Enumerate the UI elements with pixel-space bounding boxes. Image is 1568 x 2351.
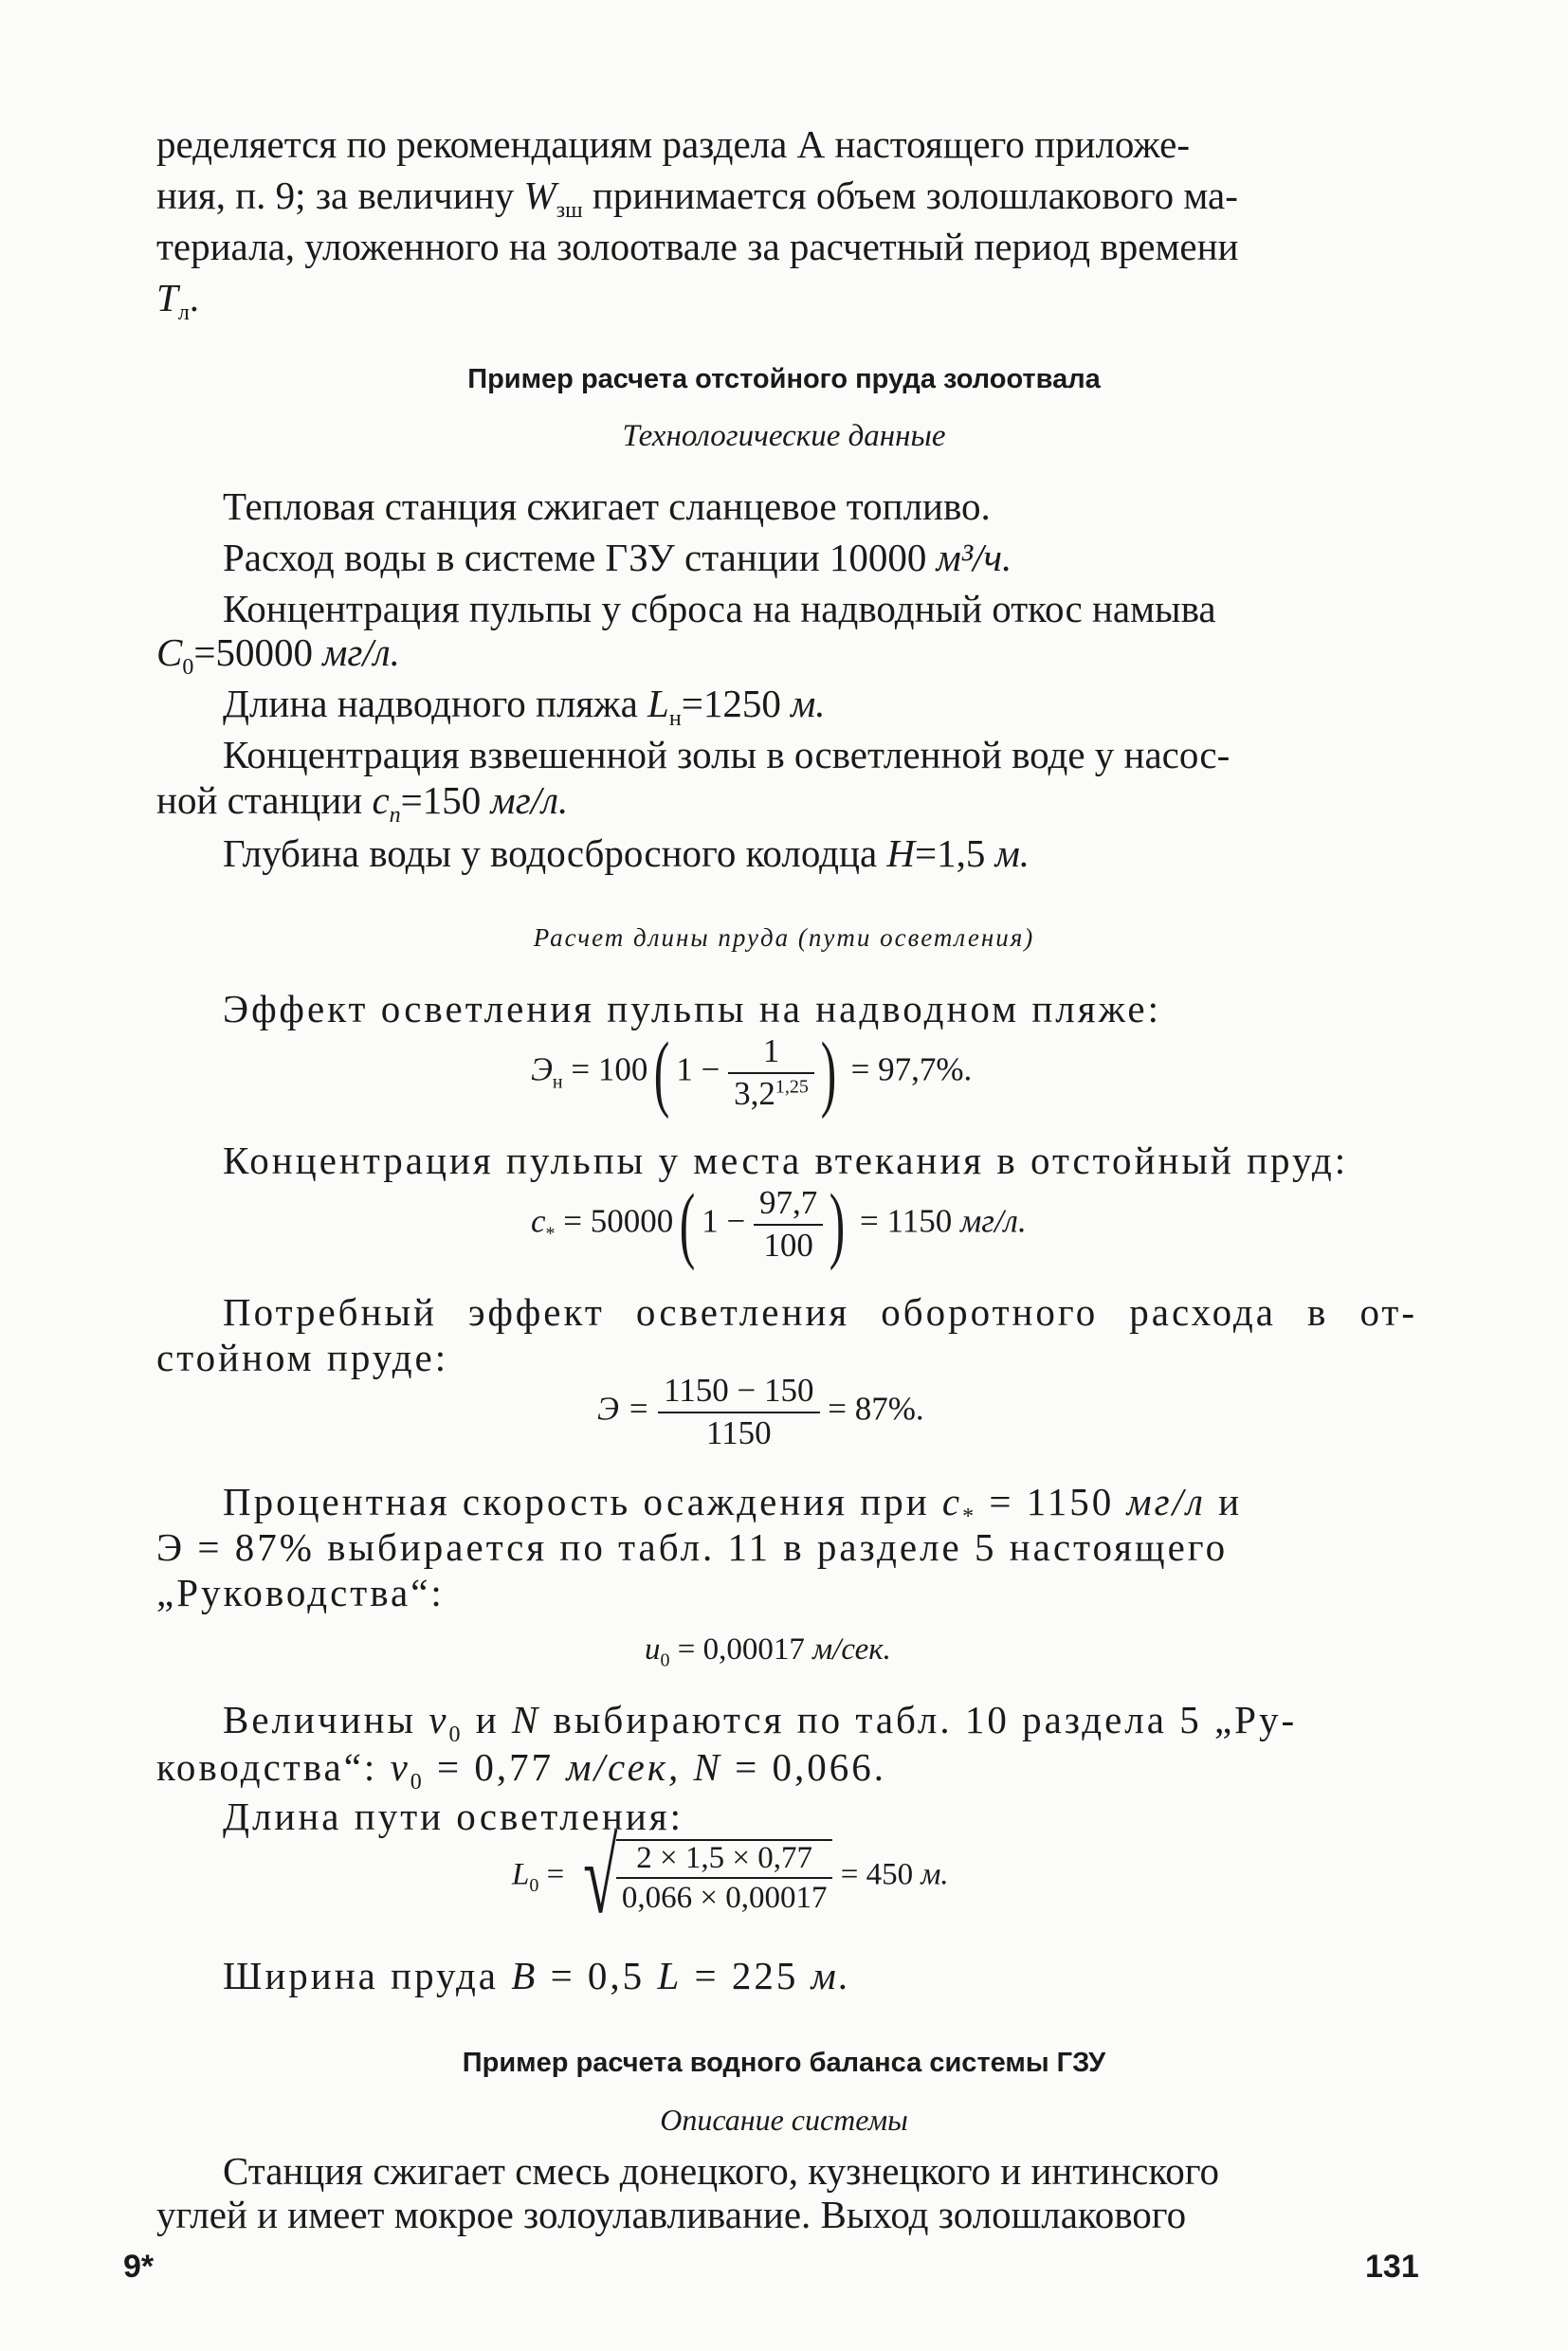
right-paren-icon: ) xyxy=(830,1176,846,1271)
section-subtitle: Описание системы xyxy=(660,2103,908,2137)
eq-text: = 87%. xyxy=(819,1390,924,1428)
var-t: T xyxy=(156,276,178,319)
text: Процентная скорость осаждения при xyxy=(223,1480,942,1523)
eq-text: = 100 xyxy=(562,1050,648,1088)
left-paren-icon: ( xyxy=(680,1176,696,1271)
fraction xyxy=(754,1185,823,1264)
eq-text: 1 − xyxy=(702,1202,746,1240)
var: C xyxy=(156,630,183,674)
sub: * xyxy=(962,1504,977,1530)
text: ководства“: xyxy=(156,1745,391,1789)
eq-text: = 97,7%. xyxy=(842,1050,973,1088)
data-line xyxy=(156,629,400,681)
text: = 0,77 xyxy=(424,1745,567,1789)
sub: 0 xyxy=(410,1770,425,1795)
fraction xyxy=(616,1841,833,1916)
var: v xyxy=(428,1698,449,1741)
eq-text: = 450 xyxy=(832,1857,921,1892)
text: = 0,5 xyxy=(538,1954,658,1997)
text: Концентрация пульпы у места втекания в отстойный пруд: xyxy=(223,1139,1349,1182)
data-line xyxy=(156,777,568,829)
text: Величины xyxy=(223,1698,429,1741)
numerator: 2 × 1,5 × 0,77 xyxy=(616,1841,833,1879)
eq-sub: 0 xyxy=(660,1649,670,1671)
paragraph-line xyxy=(156,121,1417,167)
text: = 225 xyxy=(682,1954,811,1997)
text: Глубина воды у водосбросного колодца xyxy=(223,831,887,875)
text: Длина надводного пляжа xyxy=(223,682,648,725)
text-line xyxy=(156,1335,448,1380)
text: стойном пруде: xyxy=(156,1336,449,1379)
text-line xyxy=(156,1524,1228,1570)
text: Длина пути осветления: xyxy=(223,1795,684,1838)
paragraph-line xyxy=(156,224,1238,269)
text-line xyxy=(223,1697,1297,1748)
unit: м. xyxy=(994,831,1030,875)
sub: зш xyxy=(556,198,583,224)
text: =1250 xyxy=(681,682,792,725)
text: Ширина пруда xyxy=(223,1954,512,1997)
sub: 0 xyxy=(182,655,194,681)
equation-1 xyxy=(531,1025,973,1120)
denominator: 100 xyxy=(763,1226,813,1264)
section-subtitle: Технологические данные xyxy=(622,419,946,453)
sqrt-icon: √ xyxy=(583,1819,618,1935)
text-line xyxy=(223,1479,1417,1530)
data-line xyxy=(223,732,1230,777)
text: Станция сжигает смесь донецкого, кузнецкого и интинского xyxy=(223,2149,1219,2193)
eq-lhs: c xyxy=(531,1202,546,1240)
var: N xyxy=(681,1745,722,1789)
text: принимается объем золошлакового ма- xyxy=(582,173,1238,217)
left-paren-icon: ( xyxy=(654,1025,670,1120)
unit: м/сек, xyxy=(566,1745,682,1789)
den-base: 3,2 xyxy=(734,1074,775,1112)
denominator xyxy=(728,1074,814,1113)
text: Тепловая станция сжигает сланцевое топливо. xyxy=(223,484,991,528)
unit: м³/ч. xyxy=(936,536,1012,579)
denominator: 1150 xyxy=(705,1413,772,1451)
var: c xyxy=(372,778,390,822)
equation-3 xyxy=(597,1373,924,1451)
right-paren-icon: ) xyxy=(820,1025,837,1120)
den-exp: 1,25 xyxy=(775,1075,809,1097)
text: Э = 87% выбирается по табл. 11 в разделе 5 настоящего xyxy=(156,1525,1229,1569)
text: Концентрация пульпы у сброса на надводный откос намыва xyxy=(223,587,1216,630)
text-line xyxy=(223,1953,851,1998)
data-line xyxy=(223,586,1216,631)
paragraph-line xyxy=(156,275,199,326)
sub: 0 xyxy=(448,1722,464,1748)
eq-unit: м. xyxy=(921,1857,949,1892)
eq-unit: мг/л. xyxy=(959,1202,1027,1240)
var: H xyxy=(886,831,916,875)
unit: м. xyxy=(811,1954,852,1997)
section-title: Пример расчета водного баланса системы ГЗУ xyxy=(462,2048,1106,2078)
text-line xyxy=(223,986,1161,1031)
text: ной станции xyxy=(156,778,373,822)
numerator: 1150 − 150 xyxy=(658,1373,819,1413)
eq-text: = 0,00017 xyxy=(669,1632,813,1667)
var-w: W xyxy=(523,173,556,217)
eq-unit: м/сек. xyxy=(812,1632,891,1667)
text: и xyxy=(1205,1480,1243,1523)
text-line xyxy=(223,2148,1219,2194)
text: ния, п. 9; за величину xyxy=(156,173,524,217)
text: Концентрация взвешенной золы в осветленной воде у насос- xyxy=(223,733,1231,776)
text-line xyxy=(156,1744,886,1795)
unit: мг/л xyxy=(1126,1480,1206,1523)
data-line xyxy=(223,830,1030,876)
sub: н xyxy=(668,706,682,732)
numerator: 1 xyxy=(728,1033,814,1074)
var: c xyxy=(941,1480,963,1523)
equation-4 xyxy=(645,1632,891,1672)
signature-mark: 9* xyxy=(123,2249,155,2285)
unit: м. xyxy=(791,682,826,725)
eq-sub: 0 xyxy=(529,1875,539,1897)
var: L xyxy=(657,1954,683,1997)
equation-5 xyxy=(512,1819,949,1935)
text: углей и имеет мокрое золоулавливание. Выход золошлакового xyxy=(156,2193,1187,2236)
fraction xyxy=(728,1033,814,1112)
eq-sub: * xyxy=(545,1223,556,1245)
unit: мг/л. xyxy=(490,778,569,822)
sub: л xyxy=(177,301,190,326)
text: =1,5 xyxy=(915,831,995,875)
sub: n xyxy=(389,803,401,829)
var: v xyxy=(390,1745,410,1789)
text: териала, уложенного на золоотвале за расчетный период времени xyxy=(156,225,1239,268)
data-line xyxy=(223,483,991,529)
var: B xyxy=(511,1954,538,1997)
text-line xyxy=(223,1289,1417,1335)
text: Потребный эффект осветления оборотного расхода в от- xyxy=(223,1290,1417,1334)
section-subtitle: Расчет длины пруда (пути осветления) xyxy=(533,923,1035,952)
eq-text: = xyxy=(538,1857,573,1892)
text: „Руководства“: xyxy=(156,1571,445,1614)
text: ределяется по рекомендациям раздела А настоящего приложе- xyxy=(156,122,1191,166)
text: = 1150 xyxy=(976,1480,1127,1523)
paragraph-line xyxy=(156,173,1238,224)
text: . xyxy=(189,276,200,319)
unit: мг/л. xyxy=(322,630,400,674)
eq-text: 1 − xyxy=(676,1050,720,1088)
radicand xyxy=(616,1839,833,1916)
text: = 0,066. xyxy=(721,1745,886,1789)
text: и xyxy=(463,1698,512,1741)
fraction xyxy=(658,1373,819,1451)
denominator: 0,066 × 0,00017 xyxy=(621,1881,828,1915)
equation-2 xyxy=(531,1176,1027,1271)
eq-lhs: Э xyxy=(531,1050,553,1088)
data-line xyxy=(223,681,826,732)
text: =150 xyxy=(400,778,491,822)
text: Эффект осветления пульпы на надводном пляже: xyxy=(223,987,1161,1030)
eq-var: u xyxy=(645,1632,661,1667)
page-number: 131 xyxy=(1365,2249,1419,2285)
text: =50000 xyxy=(193,630,323,674)
var: N xyxy=(511,1698,541,1741)
text-line xyxy=(156,1570,445,1615)
text-line xyxy=(156,2192,1186,2237)
eq-lhs: Э = xyxy=(597,1390,659,1428)
data-line xyxy=(223,535,1012,580)
text-line xyxy=(223,1138,1348,1183)
eq-lhs: L xyxy=(512,1857,530,1892)
text: Расход воды в системе ГЗУ станции 10000 xyxy=(223,536,937,579)
section-title: Пример расчета отстойного пруда золоотвала xyxy=(467,364,1101,394)
var: L xyxy=(647,682,669,725)
eq-text: = 50000 xyxy=(555,1202,674,1240)
numerator: 97,7 xyxy=(754,1185,823,1226)
text: выбираются по табл. 10 раздела 5 „Ру- xyxy=(540,1698,1298,1741)
eq-text: = 1150 xyxy=(851,1202,960,1240)
eq-sub: н xyxy=(552,1071,563,1093)
